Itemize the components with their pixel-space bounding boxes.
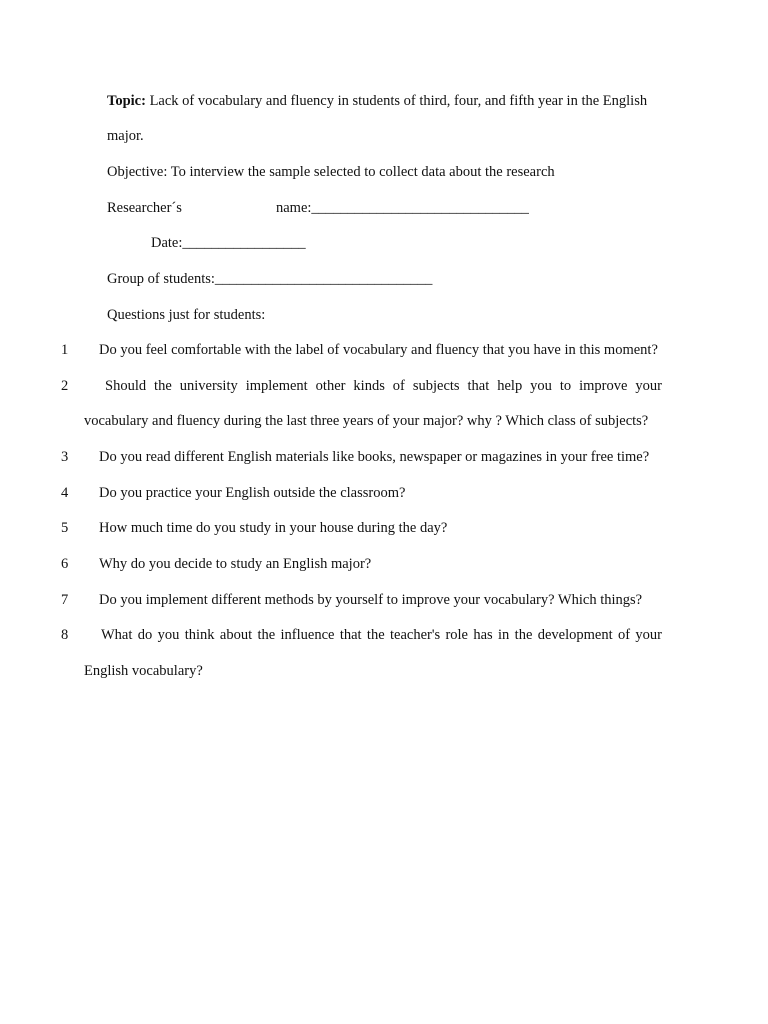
question-text: Why do you decide to study an English major?	[99, 556, 372, 572]
question-text: Do you practice your English outside the classroom?	[99, 485, 406, 501]
question-text-line1: What do you think about the influence that the teacher's role has in the development of your	[101, 627, 662, 643]
question-text: Do you read different English materials like books, newspaper or magazines in your free time?	[99, 449, 650, 465]
question-text-line1: Should the university implement other kinds of subjects that help you to improve your	[105, 378, 662, 394]
questions-heading: Questions just for students:	[107, 307, 266, 323]
question-number: 1	[61, 342, 69, 358]
question-number: 2	[61, 378, 69, 394]
question-number: 6	[61, 556, 69, 572]
topic-line	[107, 91, 647, 111]
question-number: 8	[61, 627, 69, 643]
topic-text: Lack of vocabulary and fluency in students of third, four, and fifth year in the English	[145, 93, 648, 109]
question-text: Do you feel comfortable with the label of vocabulary and fluency that you have in this moment?	[99, 342, 658, 358]
researcher-label: Researcher´s	[107, 200, 182, 216]
question-number: 5	[61, 520, 69, 536]
question-text: Do you implement different methods by yourself to improve your vocabulary? Which things?	[99, 592, 643, 608]
question-text-line2: vocabulary and fluency during the last three years of your major? why ? Which class of subjects?	[84, 413, 649, 429]
date-field: Date:_________________	[151, 235, 306, 251]
objective-line: Objective: To interview the sample selected to collect data about the research	[107, 164, 555, 180]
question-number: 3	[61, 449, 69, 465]
researcher-name-field: name:______________________________	[276, 200, 529, 216]
topic-continuation: major.	[107, 128, 144, 144]
question-number: 7	[61, 592, 69, 608]
question-number: 4	[61, 485, 69, 501]
question-text: How much time do you study in your house during the day?	[99, 520, 448, 536]
question-text-line2: English vocabulary?	[84, 663, 203, 679]
group-field: Group of students:______________________________	[107, 271, 433, 287]
topic-label: Topic:	[107, 93, 146, 109]
